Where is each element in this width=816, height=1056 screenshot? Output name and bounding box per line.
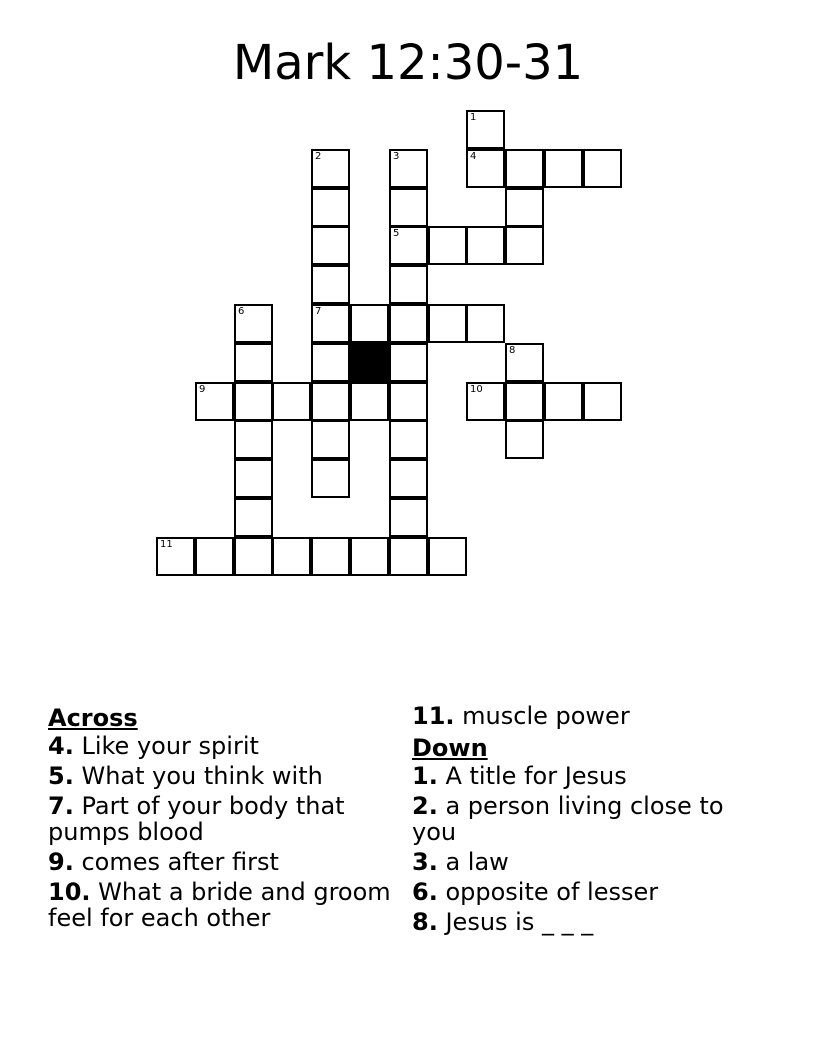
black-cell [350, 343, 389, 382]
grid-cell[interactable] [466, 226, 505, 265]
grid-cell[interactable] [466, 110, 505, 149]
clue-number: 2 [315, 151, 322, 162]
grid-cell[interactable] [428, 304, 467, 343]
clue-number: 8 [509, 345, 516, 356]
grid-cell[interactable] [583, 149, 622, 188]
grid-cell[interactable] [272, 537, 311, 576]
grid-cell[interactable] [389, 226, 428, 265]
grid-cell[interactable] [195, 537, 234, 576]
clues-left-column [48, 703, 398, 935]
clue-number: 6 [238, 306, 245, 317]
grid-cell[interactable] [505, 188, 544, 227]
grid-cell[interactable] [234, 382, 273, 421]
grid-cell[interactable] [428, 537, 467, 576]
page-title: Mark 12:30-31 [232, 35, 584, 91]
grid-cell[interactable] [389, 188, 428, 227]
grid-cell[interactable] [505, 343, 544, 382]
grid-cell[interactable] [311, 188, 350, 227]
clue-number: 10 [470, 384, 483, 395]
clue-number: 11 [160, 539, 173, 550]
clue-number: 5 [393, 228, 400, 239]
clue-number: 9 [199, 384, 206, 395]
clue-down-2: 2. a person living close to you [412, 792, 724, 846]
clues-right-column [412, 703, 772, 939]
grid-cell[interactable] [234, 498, 273, 537]
clue-down-8: 8. Jesus is _ _ _ [412, 908, 594, 936]
grid-cell[interactable] [389, 382, 428, 421]
clue-number: 4 [470, 151, 477, 162]
clue-number: 1 [470, 112, 477, 123]
grid-cell[interactable] [311, 537, 350, 576]
grid-cell[interactable] [234, 420, 273, 459]
grid-cell[interactable] [311, 304, 350, 343]
grid-cell[interactable] [234, 304, 273, 343]
grid-cell[interactable] [389, 343, 428, 382]
grid-cell[interactable] [505, 226, 544, 265]
down-heading: Down [412, 734, 488, 762]
grid-cell[interactable] [428, 226, 467, 265]
clue-across-7: 7. Part of your body that pumps blood [48, 792, 345, 846]
grid-cell[interactable] [389, 304, 428, 343]
grid-cell[interactable] [505, 382, 544, 421]
grid-cell[interactable] [350, 304, 389, 343]
grid-cell[interactable] [389, 498, 428, 537]
grid-cell[interactable] [544, 382, 583, 421]
grid-cell[interactable] [156, 537, 195, 576]
grid-cell[interactable] [466, 382, 505, 421]
grid-cell[interactable] [350, 382, 389, 421]
grid-cell[interactable] [505, 149, 544, 188]
grid-cell[interactable] [311, 343, 350, 382]
grid-cell[interactable] [234, 343, 273, 382]
grid-cell[interactable] [311, 382, 350, 421]
clue-across-5: 5. What you think with [48, 762, 323, 790]
clue-across-10: 10. What a bride and groom feel for each other [48, 878, 391, 932]
grid-cell[interactable] [195, 382, 234, 421]
clue-across-4: 4. Like your spirit [48, 732, 259, 760]
grid-cell[interactable] [350, 537, 389, 576]
grid-cell[interactable] [389, 265, 428, 304]
across-heading: Across [48, 704, 138, 732]
grid-cell[interactable] [234, 459, 273, 498]
grid-cell[interactable] [389, 459, 428, 498]
clue-number: 7 [315, 306, 322, 317]
clue-across-9: 9. comes after first [48, 848, 279, 876]
clue-down-1: 1. A title for Jesus [412, 762, 627, 790]
grid-cell[interactable] [234, 537, 273, 576]
clue-across-11: 11. muscle power [412, 702, 630, 730]
grid-cell[interactable] [311, 149, 350, 188]
clue-number: 3 [393, 151, 400, 162]
grid-cell[interactable] [544, 149, 583, 188]
grid-cell[interactable] [272, 382, 311, 421]
grid-cell[interactable] [389, 149, 428, 188]
grid-cell[interactable] [389, 537, 428, 576]
grid-cell[interactable] [311, 265, 350, 304]
grid-cell[interactable] [466, 304, 505, 343]
grid-cell[interactable] [389, 420, 428, 459]
grid-cell[interactable] [466, 149, 505, 188]
grid-cell[interactable] [505, 420, 544, 459]
grid-cell[interactable] [583, 382, 622, 421]
grid-cell[interactable] [311, 459, 350, 498]
clue-down-3: 3. a law [412, 848, 509, 876]
grid-cell[interactable] [311, 226, 350, 265]
clue-down-6: 6. opposite of lesser [412, 878, 659, 906]
grid-cell[interactable] [311, 420, 350, 459]
